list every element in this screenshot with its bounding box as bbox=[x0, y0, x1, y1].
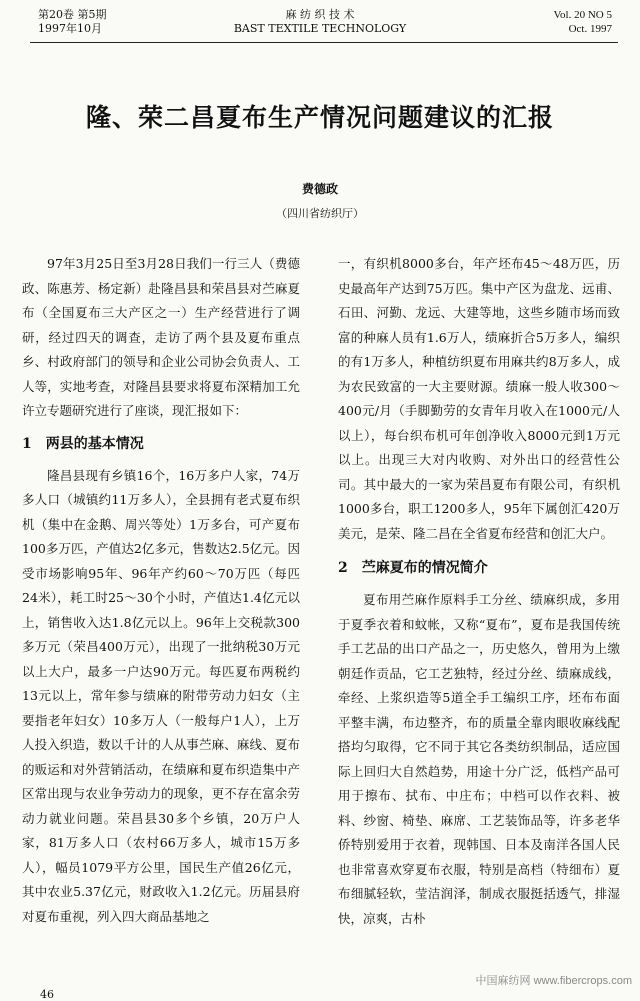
right-column bbox=[338, 252, 620, 931]
header-volume-en bbox=[554, 8, 612, 36]
section-2-paragraph: 夏布用苎麻作原料手工分丝、绩麻织成，多用于夏季衣着和蚊帐，又称“夏布”，夏布是我国传统手工艺品的出口产品之一，历史悠久，曾用为上缴朝廷作贡品，它工艺独特，经过分丝、绩麻成线，牵经、上浆织造等5道全手工编织工序，坯布布面平整丰满，布边整齐，布的质量全靠肉眼收麻线配搭均匀取得，它不同于其它各类纺织制品，适应国际上回归大自然趋势，用途十分广泛，低档产品可用于擦布、拭布、中庄布；中档可以作衣料、被料、纱窗、椅垫、麻席、工艺装饰品等，许多老华侨特别爱用于衣着，现韩国、日本及南洋各国人民也非常喜欢穿夏布衣服，特别是高档（特细布）夏布细腻轻软，莹洁润泽，制成衣服挺括透气，排湿快，凉爽，古朴 bbox=[338, 592, 620, 926]
section-1-title: 两县的基本情况 bbox=[45, 435, 144, 452]
article-author: 费德政 bbox=[301, 182, 338, 196]
section-1-paragraph: 隆昌县现有乡镇16个，16万多户人家，74万多人口（城镇约11万多人），全县拥有老式夏布织机（集中在金鹅、周兴等处）1万多台，可产夏布100多万匹，产值达2亿多元，售数达2.5亿元。因受市场影响95年、96年产约60～70万匹（每匹24米），耗工时25～30个小时，产值达1.4亿元以上，销售收入达1.8亿元以上。96年上交税款300多万元（荣昌400万元），出现了一批纳税30万元以上大户，最多一户达90万元。每匹夏布两税约13元以上，常年参与绩麻的附带劳动力妇女（主要指老年妇女）10多万人（一般每户1人），上万人投入织造，数以千计的人从事苎麻、麻线、夏布的贩运和对外营销活动，在绩麻和夏布织造集中产区常出现与农业争劳动力的现象，更不存在富余劳动力就业问题。荣昌县30多个乡镇，20万户人家，81万多人口（农村66万多人，城市15万多人），幅员1079平方公里，国民生产值26亿元，其中农业5.37亿元，财政收入1.2亿元。历届县府对夏布重视，列入四大商品基地之 bbox=[22, 467, 300, 924]
section-1-paragraph-continued: 一，有织机8000多台，年产坯布45～48万匹，历史最高年产达到75万匹。集中产区为盘龙、远甫、石田、河勤、龙远、大建等地，这些乡随市场而致富的种麻人员有1.6万人，绩麻折合5万多人，编织的有1万多人，种植纺织夏布用麻共约8万多人，成为农民致富的一大主要财源。绩麻一般人收300～400元/月（手脚勤劳的女青年月收入在1000元/人以上），每台织布机可年创净收入8000元到1万元以上。出现三大对内收购、对外出口的经营性公司。其中最大的一家为荣昌夏布有限公司，有织机1000多台，职工1200多人，95年下属创汇420万美元，是荣、隆二昌在全省夏布经营和创汇大户。 bbox=[338, 256, 620, 541]
header-rule bbox=[30, 42, 618, 43]
intro-paragraph: 97年3月25日至3月28日我们一行三人（费德政、陈惠芳、杨定新）赴隆昌县和荣昌县对苎麻夏布（全国夏布三大产区之一）生产经营进行了调研，经过四天的调查，走访了两个县及夏布重点乡、村政府部门的领导和企业公司协会负责人、工人等，实地考查，对隆昌县要求将夏布深精加工允许立专题研究进行了座谈，现汇报如下： bbox=[22, 256, 300, 418]
header-journal-cn: 麻 纺 织 技 术 bbox=[285, 8, 355, 21]
header-date-cn: 1997年10月 bbox=[38, 22, 102, 35]
section-1-heading bbox=[22, 434, 300, 454]
page-number: 46 bbox=[40, 988, 54, 1001]
site-watermark: 中国麻纺网 www.fibercrops.com bbox=[475, 975, 632, 987]
header-date-en: Oct. 1997 bbox=[568, 23, 612, 35]
header-volume-issue: 第20卷 第5期 bbox=[38, 8, 107, 21]
section-2-heading bbox=[338, 558, 620, 578]
header-vol-no: Vol. 20 NO 5 bbox=[553, 9, 612, 21]
section-2-title: 苎麻夏布的情况简介 bbox=[361, 560, 488, 576]
running-header bbox=[0, 0, 640, 40]
section-2-number: 2 bbox=[338, 560, 348, 576]
article-affiliation: （四川省纺织厅） bbox=[276, 207, 364, 220]
left-column bbox=[22, 252, 300, 929]
section-1-number: 1 bbox=[22, 435, 32, 452]
header-journal bbox=[0, 8, 640, 36]
article-title: 隆、荣二昌夏布生产情况问题建议的汇报 bbox=[85, 103, 554, 132]
header-journal-en: BAST TEXTILE TECHNOLOGY bbox=[233, 22, 407, 35]
